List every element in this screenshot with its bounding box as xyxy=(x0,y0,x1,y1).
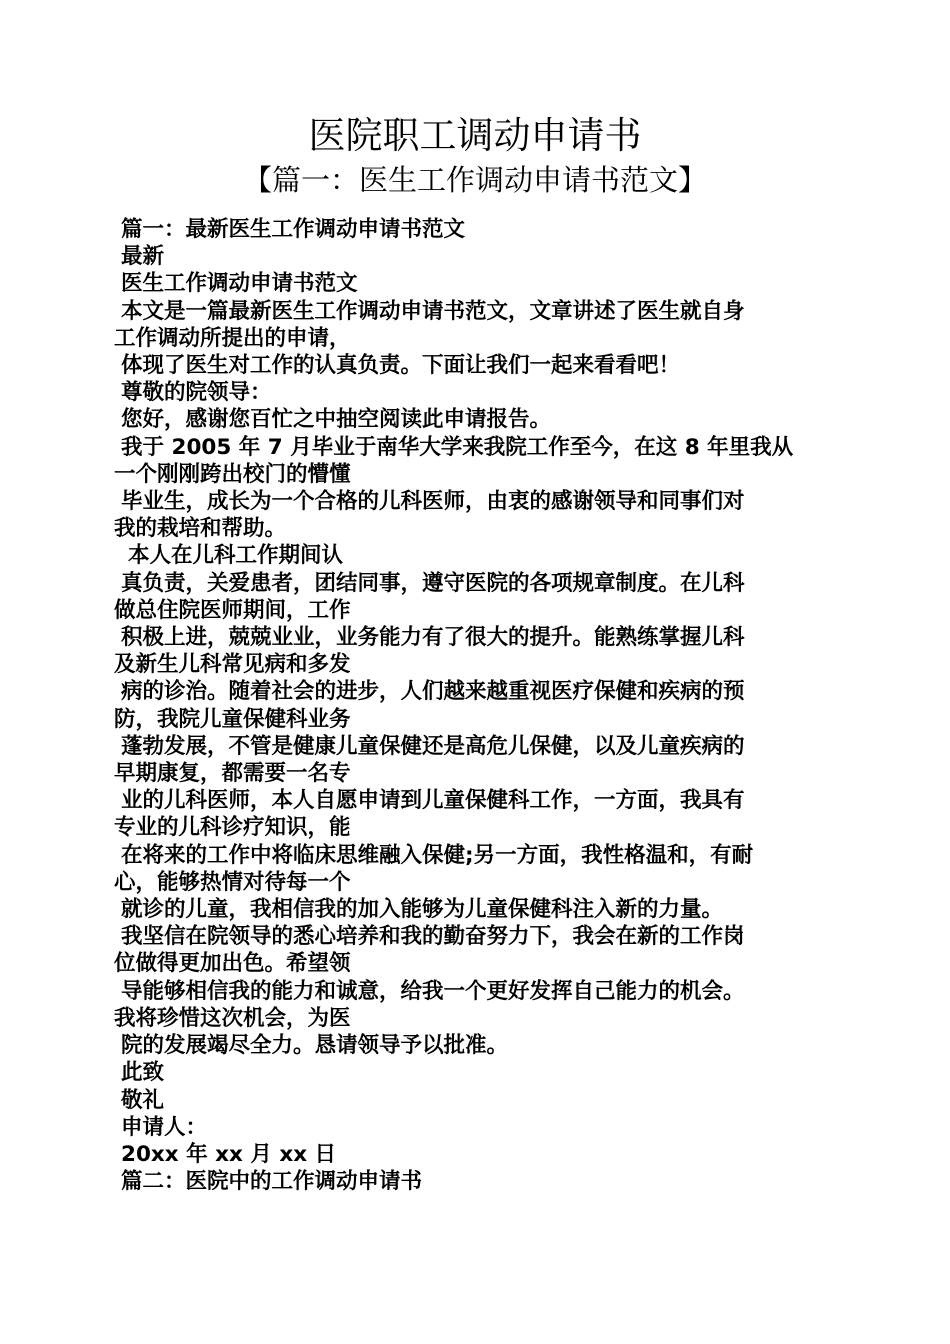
applicant-label: 申请人： xyxy=(121,1114,208,1140)
body-line: 蓬勃发展，不管是健康儿童保健还是高危儿保健，以及儿童疾病的 xyxy=(121,733,745,759)
salutation: 尊敬的院领导： xyxy=(121,380,272,406)
closing-line: 此致 xyxy=(121,1060,165,1086)
body-line: 位做得更加出色。希望领 xyxy=(114,951,351,977)
document-title: 医院职工调动申请书 xyxy=(308,114,642,157)
document-subtitle: 【篇一：医生工作调动申请书范文】 xyxy=(242,163,707,197)
body-line: 就诊的儿童，我相信我的加入能够为儿童保健科注入新的力量。 xyxy=(121,897,724,923)
body-line: 在将来的工作中将临床思维融入保健;另一方面，我性格温和，有耐 xyxy=(121,842,754,868)
body-line: 院的发展竭尽全力。恳请领导予以批准。 xyxy=(121,1033,509,1059)
body-line: 体现了医生对工作的认真负责。下面让我们一起来看看吧！ xyxy=(121,353,681,379)
section-heading: 篇二：医院中的工作调动申请书 xyxy=(121,1169,423,1195)
body-line: 及新生儿科常见病和多发 xyxy=(114,652,351,678)
body-line: 医生工作调动申请书范文 xyxy=(121,271,358,297)
body-line: 我的栽培和帮助。 xyxy=(114,516,287,542)
body-line: 病的诊治。随着社会的进步，人们越来越重视医疗保健和疾病的预 xyxy=(121,679,745,705)
section-heading: 篇一：最新医生工作调动申请书范文 xyxy=(121,217,466,242)
body-line: 本文是一篇最新医生工作调动申请书范文，文章讲述了医生就自身 xyxy=(121,298,745,324)
body-line: 我于 2005 年 7 月毕业于南华大学来我院工作至今，在这 8 年里我从 xyxy=(121,434,794,460)
body-line: 积极上进，兢兢业业，业务能力有了很大的提升。能熟练掌握儿科 xyxy=(121,625,745,651)
closing-line: 敬礼 xyxy=(121,1087,165,1113)
body-line: 毕业生，成长为一个合格的儿科医师，由衷的感谢领导和同事们对 xyxy=(121,489,745,515)
body-line: 一个刚刚跨出校门的懵懂 xyxy=(114,461,351,487)
document-body xyxy=(114,216,836,1195)
body-line: 专业的儿科诊疗知识，能 xyxy=(114,815,351,841)
body-line: 本人在儿科工作期间认 xyxy=(128,543,344,569)
body-line: 我将珍惜这次机会，为医 xyxy=(114,1005,351,1031)
body-line: 导能够相信我的能力和诚意，给我一个更好发挥自己能力的机会。 xyxy=(121,978,745,1004)
body-line: 业的儿科医师，本人自愿申请到儿童保健科工作，一方面，我具有 xyxy=(121,788,745,814)
body-line: 做总住院医师期间，工作 xyxy=(114,597,351,623)
body-line: 工作调动所提出的申请， xyxy=(114,325,351,351)
body-line: 最新 xyxy=(121,244,165,270)
body-line: 防，我院儿童保健科业务 xyxy=(114,706,351,732)
body-line: 早期康复，都需要一名专 xyxy=(114,761,351,787)
body-line: 真负责，关爱患者，团结同事，遵守医院的各项规章制度。在儿科 xyxy=(121,570,745,596)
body-line: 您好，感谢您百忙之中抽空阅读此申请报告。 xyxy=(121,407,552,433)
body-line: 心，能够热情对待每一个 xyxy=(114,869,351,895)
date-line: 20xx 年 xx 月 xx 日 xyxy=(121,1141,337,1167)
body-line: 我坚信在院领导的悉心培养和我的勤奋努力下，我会在新的工作岗 xyxy=(121,924,745,950)
